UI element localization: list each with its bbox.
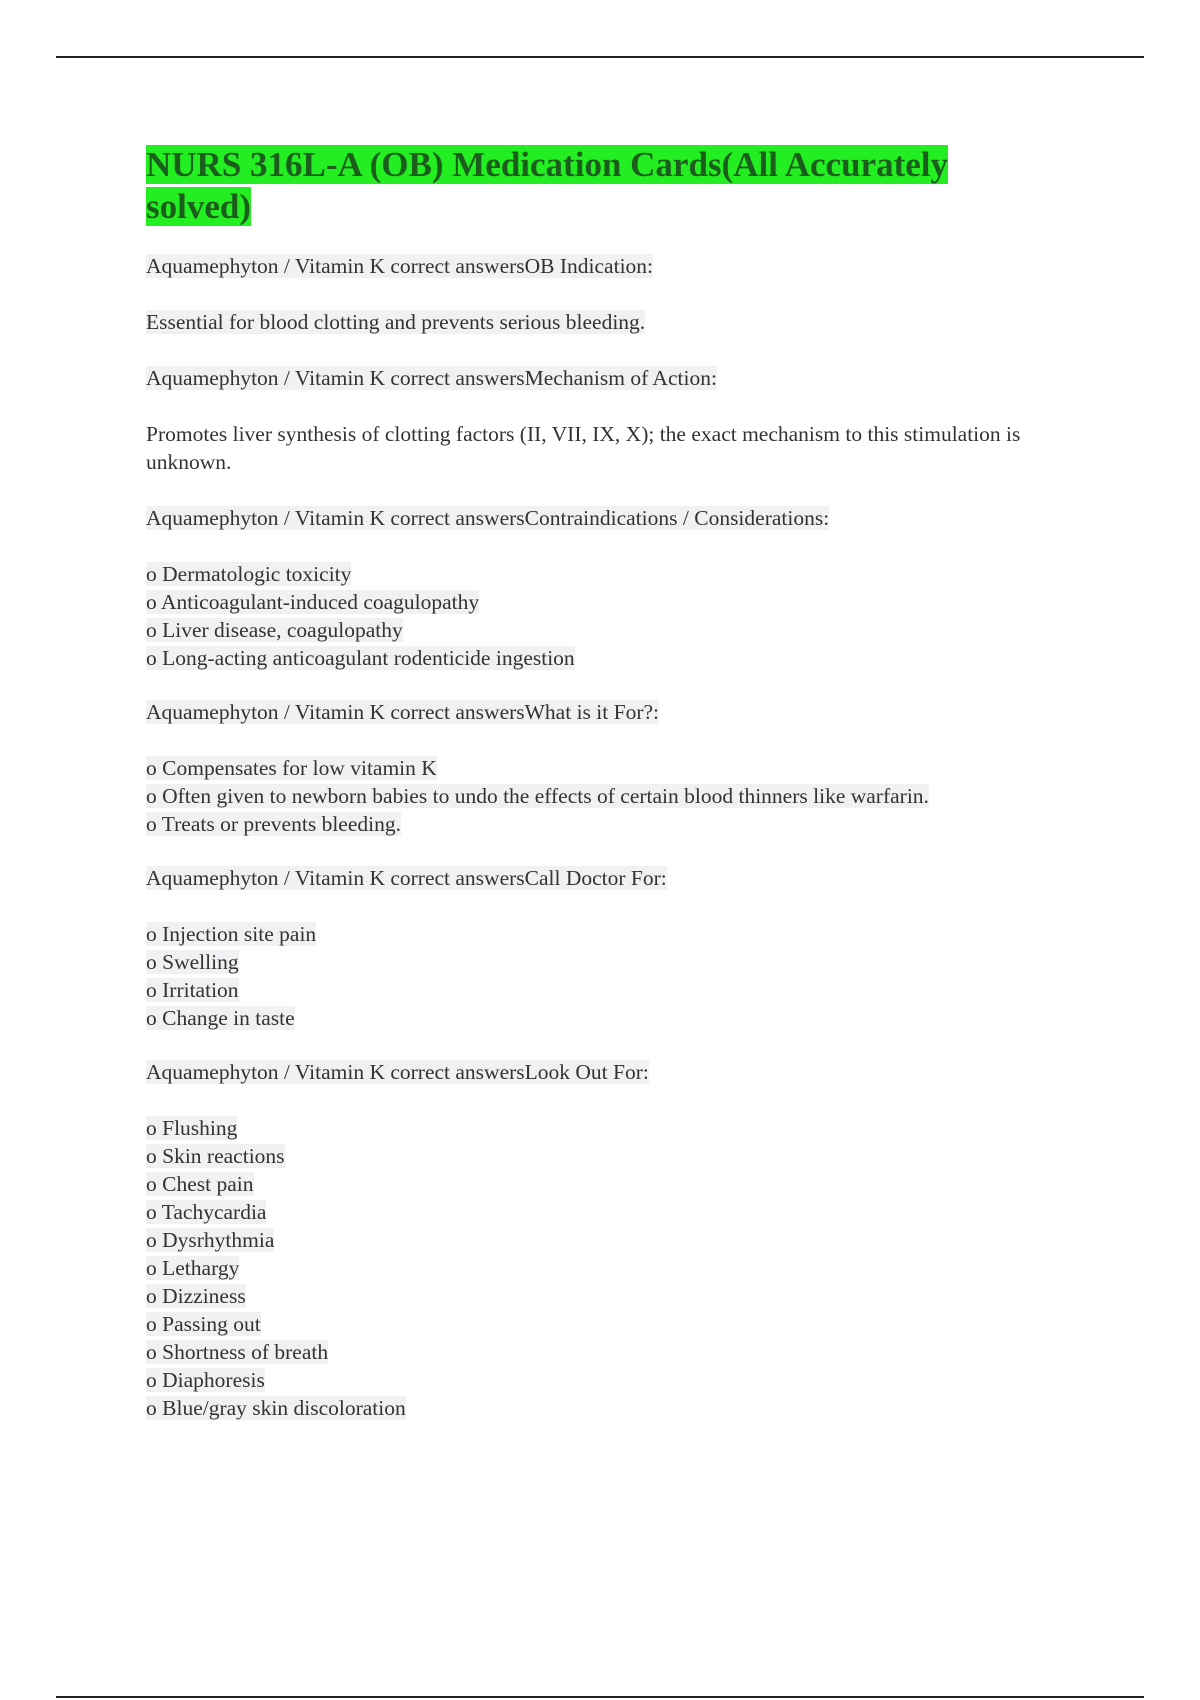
card-question-ob-indication: Aquamephyton / Vitamin K correct answersOB Indication: [146, 254, 654, 278]
list-item: o Swelling [146, 950, 239, 974]
list-item: o Compensates for low vitamin K [146, 756, 437, 780]
card-answer-look-out-for [146, 1114, 1046, 1422]
list-item: o Change in taste [146, 1006, 295, 1030]
card-question-contraindications: Aquamephyton / Vitamin K correct answersContraindications / Considerations: [146, 506, 830, 530]
card-answer-contraindications [146, 560, 1046, 672]
bottom-divider [56, 1696, 1144, 1698]
card-question-call-doctor: Aquamephyton / Vitamin K correct answersCall Doctor For: [146, 866, 667, 890]
document-title: NURS 316L-A (OB) Medication Cards(All Accurately solved) [146, 145, 949, 226]
list-item: o Treats or prevents bleeding. [146, 812, 401, 836]
card-answer-what-is-it-for [146, 754, 1046, 838]
card-question-look-out-for: Aquamephyton / Vitamin K correct answersLook Out For: [146, 1060, 649, 1084]
card-answer-mechanism: Promotes liver synthesis of clotting factors (II, VII, IX, X); the exact mechanism to this stimulation is unknown. [146, 422, 1021, 474]
top-divider [56, 56, 1144, 58]
list-item: o Dysrhythmia [146, 1228, 275, 1252]
card-question-mechanism: Aquamephyton / Vitamin K correct answersMechanism of Action: [146, 366, 717, 390]
list-item: o Dizziness [146, 1284, 246, 1308]
list-item: o Liver disease, coagulopathy [146, 618, 403, 642]
list-item: o Shortness of breath [146, 1340, 329, 1364]
list-item: o Dermatologic toxicity [146, 562, 352, 586]
list-item: o Blue/gray skin discoloration [146, 1396, 406, 1420]
card-answer-call-doctor [146, 920, 1046, 1032]
list-item: o Anticoagulant-induced coagulopathy [146, 590, 480, 614]
list-item: o Irritation [146, 978, 239, 1002]
list-item: o Long-acting anticoagulant rodenticide ingestion [146, 646, 575, 670]
list-item: o Diaphoresis [146, 1368, 265, 1392]
document-page [146, 144, 1046, 1448]
list-item: o Lethargy [146, 1256, 240, 1280]
list-item: o Tachycardia [146, 1200, 267, 1224]
list-item: o Skin reactions [146, 1144, 285, 1168]
card-answer-ob-indication: Essential for blood clotting and prevents serious bleeding. [146, 310, 646, 334]
list-item: o Flushing [146, 1116, 238, 1140]
list-item: o Passing out [146, 1312, 261, 1336]
card-question-what-is-it-for: Aquamephyton / Vitamin K correct answersWhat is it For?: [146, 700, 659, 724]
list-item: o Injection site pain [146, 922, 317, 946]
list-item: o Chest pain [146, 1172, 254, 1196]
list-item: o Often given to newborn babies to undo the effects of certain blood thinners like warfarin. [146, 784, 929, 808]
